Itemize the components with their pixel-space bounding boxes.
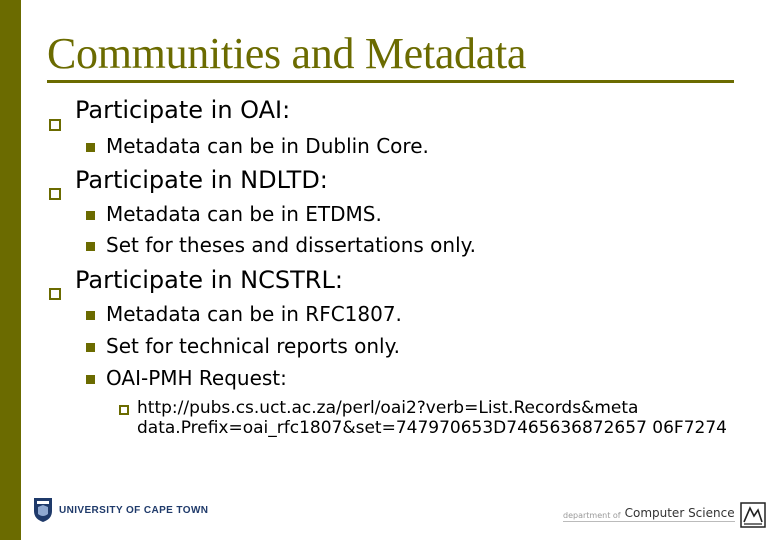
solid-square-bullet-icon <box>86 242 95 251</box>
uct-crest-icon <box>33 497 53 523</box>
solid-square-bullet-icon <box>86 311 95 320</box>
solid-square-bullet-icon <box>86 343 95 352</box>
solid-square-bullet-icon <box>86 143 95 152</box>
title-underline <box>47 80 734 83</box>
uct-logo <box>33 497 208 523</box>
side-accent-bar <box>0 0 21 540</box>
solid-square-bullet-icon <box>86 211 95 220</box>
department-logo <box>563 506 735 520</box>
sub-bullet-theses: Set for theses and dissertations only. <box>106 233 476 257</box>
department-name: Computer Science <box>624 506 735 520</box>
sub-bullet-oai-pmh: OAI-PMH Request: <box>106 366 287 390</box>
sub-bullet-technical-reports: Set for technical reports only. <box>106 334 400 358</box>
bullet-item-ndltd: Participate in NDLTD: <box>75 166 328 194</box>
hollow-square-bullet-icon <box>49 188 61 200</box>
computer-science-emblem-icon <box>740 502 766 528</box>
hollow-square-bullet-icon <box>119 405 129 415</box>
oai-request-url: http://pubs.cs.uct.ac.za/perl/oai2?verb=List.Records&meta data.Prefix=oai_rfc1807&set=747970653D7465636872657 06F7274 <box>137 398 727 438</box>
bullet-item-ncstrl: Participate in NCSTRL: <box>75 266 343 294</box>
solid-square-bullet-icon <box>86 375 95 384</box>
slide-title: Communities and Metadata <box>47 29 527 78</box>
bullet-item-oai: Participate in OAI: <box>75 96 291 124</box>
uct-wordmark: UNIVERSITY OF CAPE TOWN <box>59 504 209 516</box>
hollow-square-bullet-icon <box>49 288 61 300</box>
department-underline <box>563 521 735 522</box>
hollow-square-bullet-icon <box>49 119 61 131</box>
sub-bullet-rfc1807: Metadata can be in RFC1807. <box>106 302 402 326</box>
department-prefix: department of <box>563 511 621 520</box>
sub-bullet-dublin-core: Metadata can be in Dublin Core. <box>106 134 429 158</box>
sub-bullet-etdms: Metadata can be in ETDMS. <box>106 202 382 226</box>
